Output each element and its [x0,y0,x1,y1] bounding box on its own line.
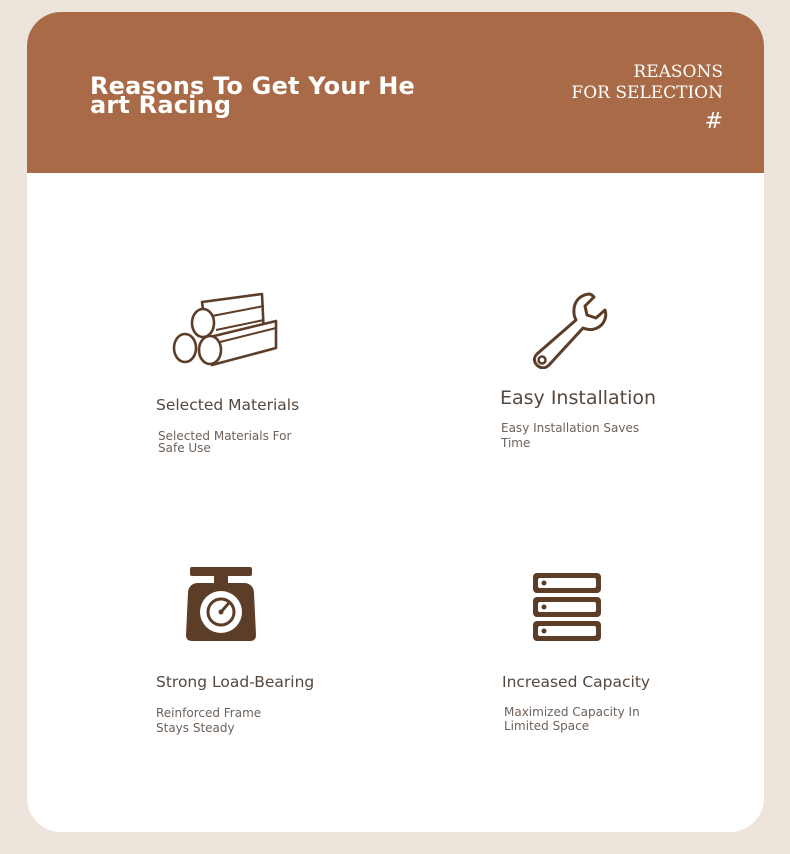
header-banner [27,12,764,173]
hash-symbol: # [704,109,723,134]
storage-icon [531,571,603,647]
content-card [27,12,764,832]
reasons-label [571,62,723,104]
feature-description: Selected Materials For Safe Use [158,429,292,455]
logs-icon [172,290,278,372]
scale-icon [184,565,258,647]
reasons-line-2: FOR SELECTION [571,83,723,103]
feature-description: Reinforced Frame Stays Steady [156,706,262,735]
wrench-icon [529,291,609,373]
feature-description: Maximized Capacity In Limited Space [504,705,640,733]
feature-title: Easy Installation [500,387,657,409]
feature-title: Strong Load-Bearing [156,673,315,691]
feature-description: Easy Installation Saves Time [501,421,640,450]
feature-title: Increased Capacity [502,673,651,691]
feature-title: Selected Materials [156,396,300,414]
reasons-line-1: REASONS [633,62,723,82]
page-title: Reasons To Get Your Heart Racing [90,72,415,119]
